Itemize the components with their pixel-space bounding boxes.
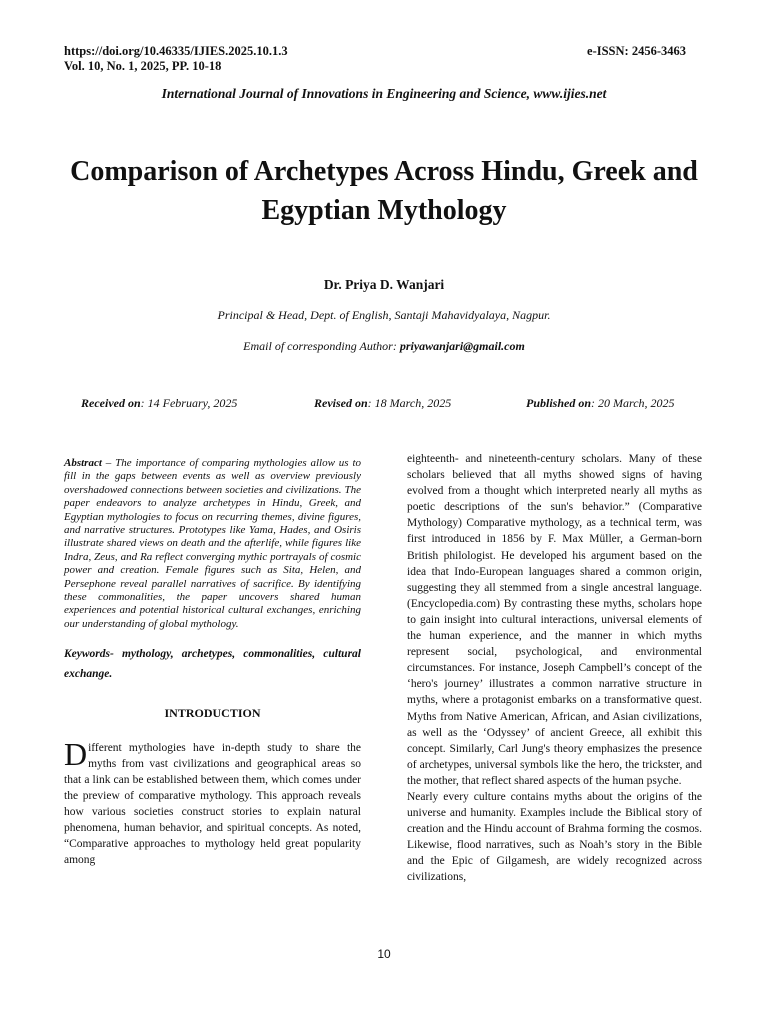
abstract	[64, 457, 361, 631]
received-date	[81, 396, 237, 411]
received-value: : 14 February, 2025	[140, 396, 238, 410]
introduction-text: ifferent mythologies have in-depth study to share the myths from vast civilizations and geographical areas so that a link can be established between them, which comes under the preview of comparative mythology. This approach reveals how various societies construct stories to explain natural phenomena, human behavior, and spiritual concepts. As noted, “Comparative approaches to mythology held great popularity among	[64, 742, 361, 866]
published-label: Published on	[526, 396, 592, 410]
keywords: Keywords- mythology, archetypes, commonalities, cultural exchange.	[64, 648, 361, 680]
paper-title: Comparison of Archetypes Across Hindu, Greek and Egyptian Mythology	[70, 156, 698, 226]
left-column	[64, 457, 361, 869]
journal-name: International Journal of Innovations in Engineering and Science, www.ijies.net	[161, 86, 607, 101]
published-value: : 20 March, 2025	[591, 396, 675, 410]
revised-label: Revised on	[314, 396, 368, 410]
received-label: Received on	[81, 396, 141, 410]
introduction-heading: INTRODUCTION	[164, 706, 261, 721]
body-paragraph-1: eighteenth- and nineteenth-century scholars. Many of these scholars believed that all myths showed signs of having evolved from a thought which interpreted nearly all myths as poetic descriptions of the sun's behavior.” (Comparative Mythology) Comparative mythology, as a technical term, was first introduced in 1856 by F. Max Müller, a German-born British philologist. He developed his argument based on the idea that Indo-European languages shared a common origin, suggesting they all stemmed from a single ancestral language. (Encyclopedia.com) By contrasting these myths, scholars hope to gain insight into cultural interactions, universal elements of the human experience, and the manner in which myths represent social, psychological, and environmental circumstances. For instance, Joseph Campbell’s concept of the ‘hero's journey’ illustrates a common narrative structure in myths, where a protagonist embarks on a transformative quest. Myths from Native American, African, and Asian civilizations, as well as the ‘Odyssey’ of ancient Greece, all exhibit this concept. Similarly, Carl Jung's theory emphasizes the presence of archetypes, universal symbols like the hero, the trickster, and the mother, that reflect shared aspects of the human psyche.	[407, 453, 702, 787]
revised-value: : 18 March, 2025	[367, 396, 452, 410]
introduction-paragraph	[64, 736, 361, 868]
right-column	[407, 451, 702, 886]
doi-link[interactable]: https://doi.org/10.46335/IJIES.2025.10.1.3	[64, 44, 288, 58]
body-paragraph-2: Nearly every culture contains myths about the origins of the universe and humanity. Examples include the Biblical story of creation and the Hindu account of Brahma forming the cosmos. Likewise, flood narratives, such as Noah’s story in the Bible and the Epic of Gilgamesh, are widely recognized across civilizations,	[407, 790, 702, 884]
drop-cap: D	[64, 736, 88, 773]
author-affiliation: Principal & Head, Dept. of English, Santaji Mahavidyalaya, Nagpur.	[217, 308, 551, 322]
eissn: e-ISSN: 2456-3463	[587, 44, 686, 58]
email-address[interactable]: priyawanjari@gmail.com	[399, 339, 525, 353]
revised-date	[314, 396, 451, 411]
email-label: Email of corresponding Author:	[243, 339, 400, 353]
volume-info: Vol. 10, No. 1, 2025, PP. 10-18	[64, 59, 222, 73]
published-date	[526, 396, 675, 411]
header-citation	[64, 44, 288, 74]
abstract-label: Abstract	[64, 457, 102, 469]
abstract-text: – The importance of comparing mythologies allow us to fill in the gaps between events as well as overview previously overshadowed connections between societies and civilizations. The paper endeavors to analyze archetypes in Hindu, Greek, and Egyptian mythologies to focus on recurring themes, divine figures, and narrative structures. Prototypes like Yama, Hades, and Osiris illustrate shared views on death and the afterlife, while figures like Indra, Zeus, and Ra reflect converging mythic portrayals of cosmic power and creation. Female figures such as Sita, Helen, and Persephone reveal parallel narratives of sacrifice. By identifying these commonalities, the paper uncovers shared human experiences and potential historical cultural exchanges, enriching our understanding of global mythology.	[64, 457, 361, 630]
author-name: Dr. Priya D. Wanjari	[323, 277, 445, 292]
page-number: 10	[377, 947, 391, 961]
author-email	[0, 339, 768, 354]
